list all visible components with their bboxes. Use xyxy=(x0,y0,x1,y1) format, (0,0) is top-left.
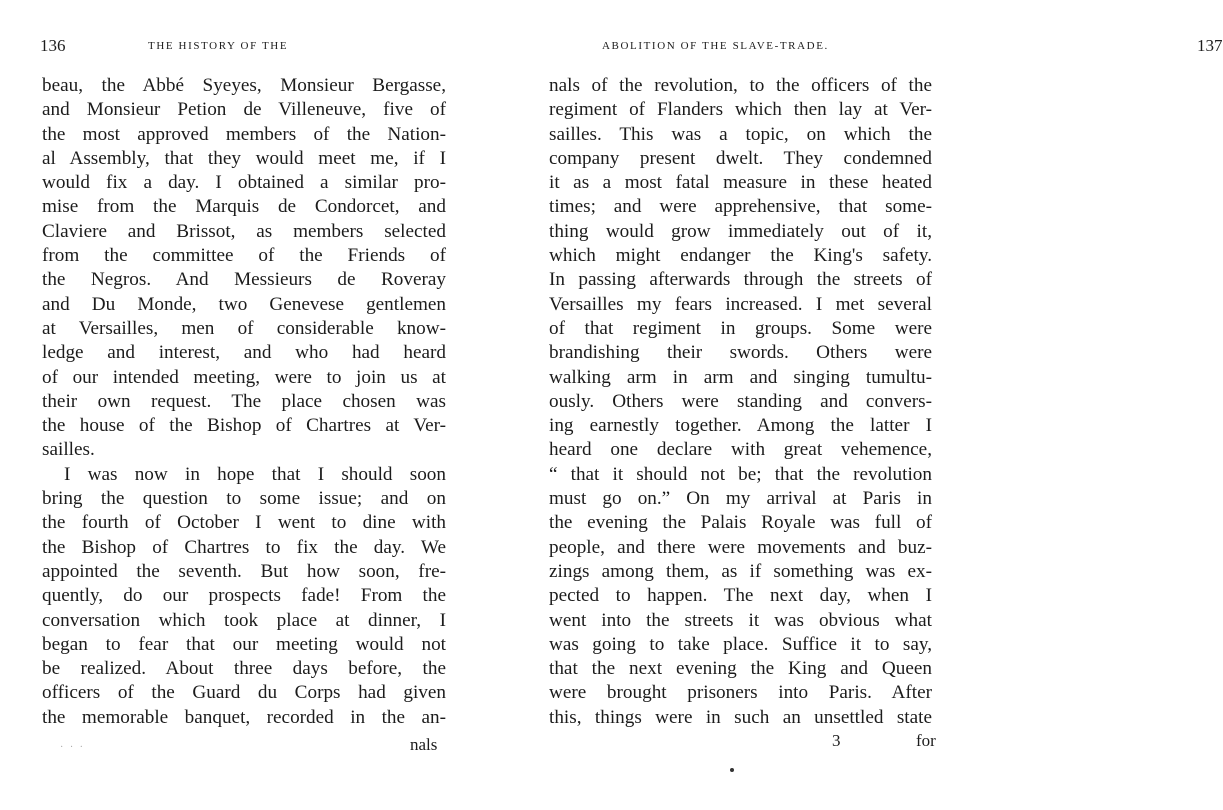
text-line: appointed the seventh. But how soon, fre- xyxy=(42,560,446,582)
text-line: would fix a day. I obtained a similar pro- xyxy=(42,172,446,194)
text-line: the fourth of October I went to dine with xyxy=(42,512,446,534)
text-line: that the next evening the King and Queen xyxy=(549,658,932,680)
text-line: brandishing their swords. Others were xyxy=(549,342,932,364)
text-line: it as a most fatal measure in these heated xyxy=(549,172,932,194)
text-line: company present dwelt. They condemned xyxy=(549,147,932,169)
text-line: the evening the Palais Royale was full of xyxy=(549,512,932,534)
text-line: the memorable banquet, recorded in the an- xyxy=(42,706,446,728)
text-line: mise from the Marquis de Condorcet, and xyxy=(42,196,446,218)
right-page-number: 137 xyxy=(1197,36,1223,55)
text-line: ledge and interest, and who had heard xyxy=(42,342,446,364)
text-line: the Negros. And Messieurs de Roveray xyxy=(42,269,446,291)
right-body-text xyxy=(549,74,932,730)
text-line: sailles. xyxy=(42,439,95,461)
text-line: were brought prisoners into Paris. After xyxy=(549,682,932,704)
text-line: heard one declare with great vehemence, xyxy=(549,439,932,461)
text-line: al Assembly, that they would meet me, if I xyxy=(42,147,446,169)
text-line: people, and there were movements and buz- xyxy=(549,536,932,558)
text-line: and Monsieur Petion de Villeneuve, five of xyxy=(42,99,446,121)
text-line: times; and were apprehensive, that some- xyxy=(549,196,932,218)
text-line: sailles. This was a topic, on which the xyxy=(549,123,932,145)
text-line: zings among them, as if something was ex- xyxy=(549,560,932,582)
right-signature-mark: 3 xyxy=(832,731,841,750)
text-line: the house of the Bishop of Chartres at Ver- xyxy=(42,415,446,437)
left-running-title: THE HISTORY OF THE xyxy=(148,40,289,52)
text-line: was going to take place. Suffice it to say, xyxy=(549,633,932,655)
text-line: this, things were in such an unsettled state xyxy=(549,706,932,728)
text-line: ously. Others were standing and convers- xyxy=(549,390,932,412)
text-line: In passing afterwards through the streets of xyxy=(549,269,932,291)
ink-dot xyxy=(730,768,734,772)
text-line: at Versailles, men of considerable know- xyxy=(42,317,446,339)
text-line: beau, the Abbé Syeyes, Monsieur Bergasse, xyxy=(42,75,446,96)
text-line: walking arm in arm and singing tumultu- xyxy=(549,366,932,388)
text-line: the most approved members of the Nation- xyxy=(42,123,446,145)
right-catchword: for xyxy=(916,731,936,750)
text-line: Claviere and Brissot, as members selected xyxy=(42,220,446,242)
text-line: their own request. The place chosen was xyxy=(42,390,446,412)
text-line: from the committee of the Friends of xyxy=(42,245,446,267)
ink-smudge: · · · xyxy=(60,742,85,753)
text-line: conversation which took place at dinner, I xyxy=(42,609,446,631)
text-line: pected to happen. The next day, when I xyxy=(549,585,932,607)
text-line: regiment of Flanders which then lay at Ver- xyxy=(549,99,932,121)
left-page-number: 136 xyxy=(40,36,66,55)
text-line: went into the streets it was obvious what xyxy=(549,609,932,631)
text-line: must go on.” On my arrival at Paris in xyxy=(549,488,932,510)
text-line: the Bishop of Chartres to fix the day. We xyxy=(42,536,446,558)
text-line: Versailles my fears increased. I met several xyxy=(549,293,932,315)
text-line: bring the question to some issue; and on xyxy=(42,488,446,510)
text-line: thing would grow immediately out of it, xyxy=(549,220,932,242)
left-catchword: nals xyxy=(410,735,438,754)
right-running-title: ABOLITION OF THE SLAVE-TRADE. xyxy=(602,40,829,52)
text-line: and Du Monde, two Genevese gentlemen xyxy=(42,293,446,315)
text-line: ing earnestly together. Among the latter I xyxy=(549,415,932,437)
text-line: began to fear that our meeting would not xyxy=(42,633,446,655)
text-line: of that regiment in groups. Some were xyxy=(549,317,932,339)
text-line: nals of the revolution, to the officers of the xyxy=(549,75,932,96)
left-body-text xyxy=(42,74,446,730)
text-line: I was now in hope that I should soon xyxy=(64,463,446,485)
text-line: quently, do our prospects fade! From the xyxy=(42,585,446,607)
text-line: officers of the Guard du Corps had given xyxy=(42,682,446,704)
text-line: which might endanger the King's safety. xyxy=(549,245,932,267)
text-line: “ that it should not be; that the revolution xyxy=(549,463,932,485)
text-line: of our intended meeting, were to join us at xyxy=(42,366,446,388)
text-line: be realized. About three days before, the xyxy=(42,658,446,680)
